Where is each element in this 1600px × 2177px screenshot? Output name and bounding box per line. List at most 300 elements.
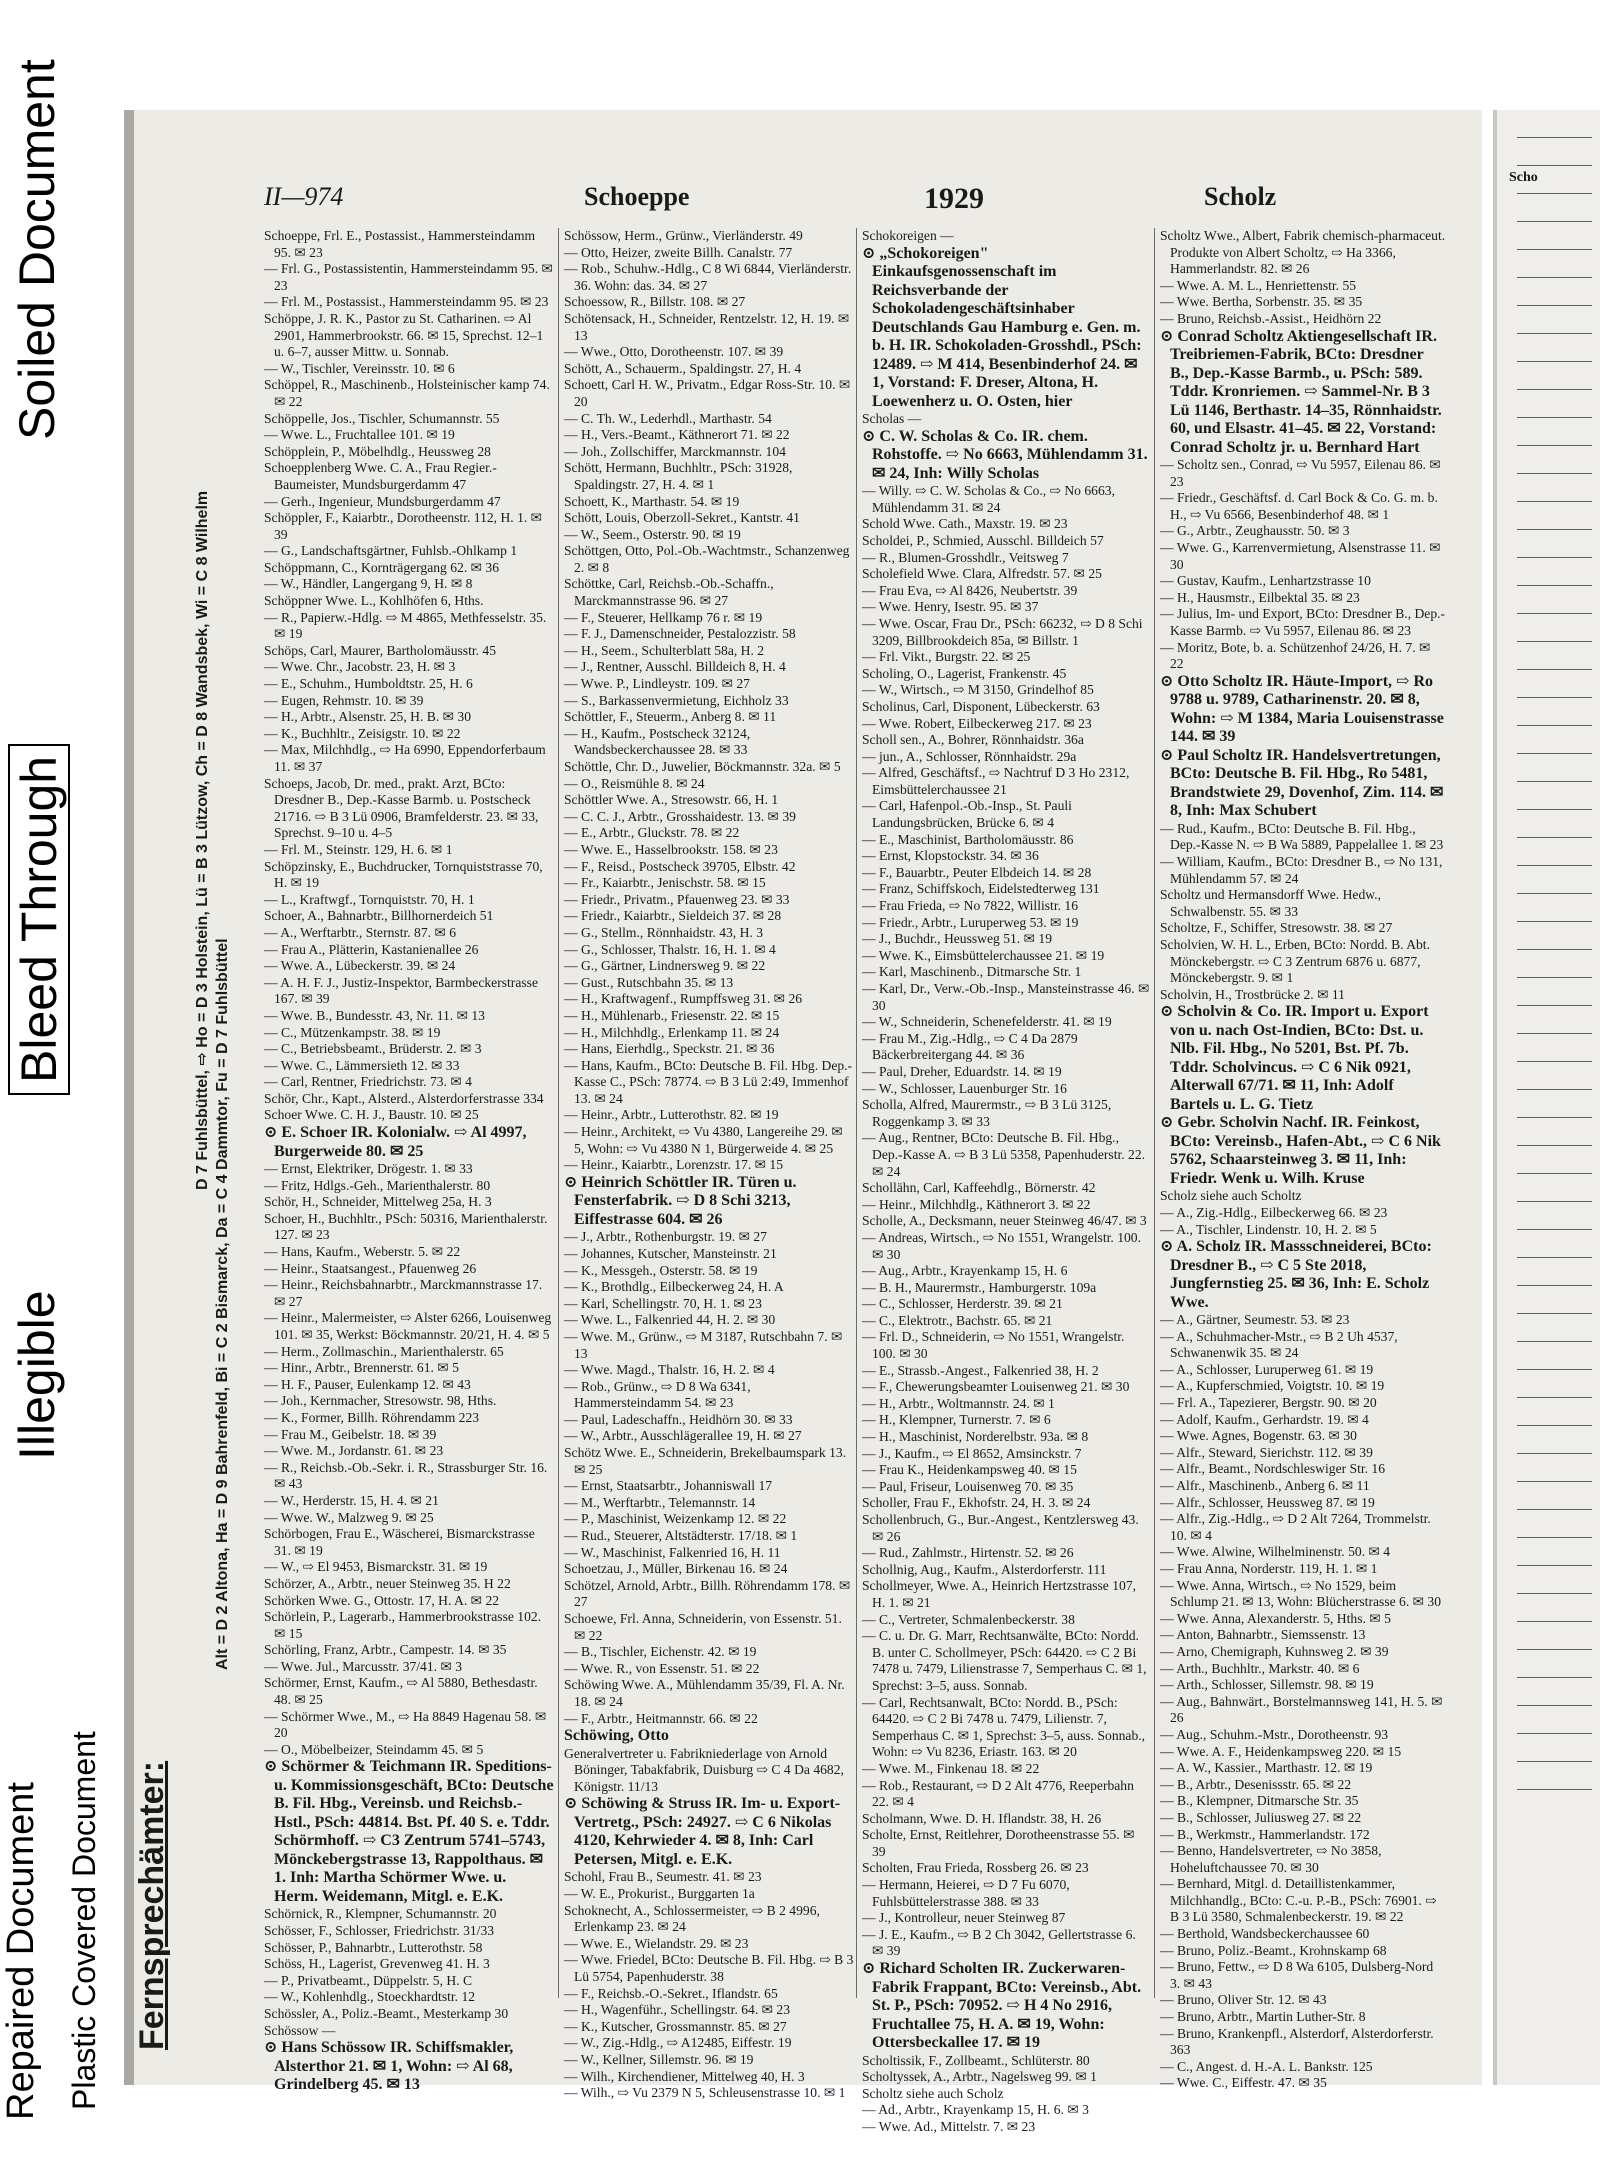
directory-entry: — A., Tischler, Lindenstr. 10, H. 2. ✉ 5: [1160, 1221, 1377, 1237]
directory-entry: — R., Blumen-Grosshdlr., Veitsweg 7: [862, 549, 1069, 565]
adjacent-page-lines: [1497, 137, 1600, 1790]
directory-entry: — Karl, Dr., Verw.-Ob.-Insp., Mansteinstrasse 46. ✉ 30: [862, 981, 1150, 1013]
directory-entry: — S., Barkassenvermietung, Eichholz 33: [564, 692, 789, 708]
directory-entry: ⊙ Paul Scholtz IR. Handelsvertretungen, BCto: Deutsche B. Fil. Hbg., Ro 5481, Brandstwiete 29, Dovenhof, Zim. 114. ✉ 8, Inh: Max Schubert: [1160, 746, 1444, 820]
directory-entry: Schollnig, Aug., Kaufm., Alsterdorferstr. 111: [862, 1561, 1107, 1577]
directory-entry: — W., Seem., Osterstr. 90. ✉ 19: [564, 526, 741, 542]
directory-entry: — Hans, Kaufm., Weberstr. 5. ✉ 22: [264, 1244, 461, 1260]
directory-entry: ⊙ Conrad Scholtz Aktiengesellschaft IR. Treibriemen-Fabrik, BCto: Dresdner B., Dep.-Kasse Barmb., u. PSch: 589. Tddr. Kronriemen. ⇨ Sammel-Nr. B 3 Lü 1146, Berthastr. 14–35, Rönnhaidstr. 60, und Elsastr. 41–45. ✉ 22, Vorstand: Conrad Scholtz jr. u. Bernhard Hart: [1160, 327, 1442, 456]
directory-entry: — B., Werkmstr., Hammerlandstr. 172: [1160, 1826, 1370, 1842]
directory-entry: Schoetzau, J., Müller, Birkenau 16. ✉ 24: [564, 1561, 788, 1577]
directory-entry: — Frl. Vikt., Burgstr. 22. ✉ 25: [862, 649, 1031, 665]
directory-entry: — Eugen, Rehmstr. 10. ✉ 39: [264, 692, 424, 708]
strip-line: [1517, 1201, 1592, 1202]
directory-entry: — jun., A., Schlosser, Rönnhaidstr. 29a: [862, 748, 1077, 764]
directory-entry: — W. E., Prokurist., Burggarten 1a: [564, 1886, 755, 1902]
strip-line: [1517, 1509, 1592, 1510]
directory-entry: Schöppner Wwe. L., Kohlhöfen 6, Hths.: [264, 593, 484, 609]
directory-entry: — J., Rentner, Ausschl. Billdeich 8, H. 4: [564, 659, 786, 675]
directory-entry: — W., Kellner, Sillemstr. 96. ✉ 19: [564, 2051, 754, 2067]
directory-entry: — E., Schuhm., Humboldtstr. 25, H. 6: [264, 676, 473, 692]
directory-entry: — Arth., Schlosser, Sillemstr. 98. ✉ 19: [1160, 1677, 1374, 1693]
directory-entry: — A., Zig.-Hdlg., Eilbeckerweg 66. ✉ 23: [1160, 1204, 1388, 1220]
directory-entry: — H., Klempner, Turnerstr. 7. ✉ 6: [862, 1412, 1051, 1428]
directory-entry: — Wwe. W., Malzweg 9. ✉ 25: [264, 1509, 434, 1525]
directory-entry: — Alfred, Geschäftsf., ⇨ Nachtruf D 3 Ho 2312, Eimsbüttelerchaussee 21: [862, 765, 1130, 797]
directory-entry: — Wwe. E., Wielandstr. 29. ✉ 23: [564, 1935, 749, 1951]
strip-line: [1517, 137, 1592, 138]
adjacent-page-label: Scho: [1509, 170, 1538, 185]
directory-entry: — Wwe., Otto, Dorotheenstr. 107. ✉ 39: [564, 344, 784, 360]
directory-entry: — F., Arbtr., Heitmannstr. 66. ✉ 22: [564, 1710, 758, 1726]
directory-entry: Schollmeyer, Wwe. A., Heinrich Hertzstrasse 107, H. 1. ✉ 21: [862, 1578, 1137, 1610]
directory-entry: — W., Tischler, Vereinsstr. 10. ✉ 6: [264, 360, 455, 376]
directory-entry: Scholla, Alfred, Maurermstr., ⇨ B 3 Lü 3125, Roggenkamp 3. ✉ 33: [862, 1097, 1112, 1129]
directory-entry: — Wwe. M., Jordanstr. 61. ✉ 23: [264, 1443, 444, 1459]
directory-entry: — C., Vertreter, Schmalenbeckerstr. 38: [862, 1611, 1075, 1627]
directory-entry: Schöps, Carl, Maurer, Bartholomäusstr. 45: [264, 642, 497, 658]
directory-entry: ⊙ Hans Schössow IR. Schiffsmakler, Alsterthor 21. ✉ 1, Wohn: ⇨ Al 68, Grindelberg 45. ✉ 13: [264, 2039, 514, 2094]
directory-entry: — K., Buchhltr., Zeisigstr. 10. ✉ 22: [264, 725, 461, 741]
directory-entry: — Wwe. Henry, Isestr. 95. ✉ 37: [862, 599, 1039, 615]
directory-entry: — H., Kraftwagenf., Rumpffsweg 31. ✉ 26: [564, 991, 803, 1007]
strip-line: [1517, 1565, 1592, 1566]
directory-entry: — Julius, Im- und Export, BCto: Dresdner B., Dep.-Kasse Barmb. ⇨ Vu 5957, Eilenau 86. ✉ 23: [1160, 606, 1446, 638]
directory-entry: — F., Steuerer, Hellkamp 76 r. ✉ 19: [564, 609, 763, 625]
directory-entry: — Herm., Zollmaschin., Marienthalerstr. 65: [264, 1343, 504, 1359]
directory-entry: — Scholtz sen., Conrad, ⇨ Vu 5957, Eilenau 86. ✉ 23: [1160, 457, 1441, 489]
directory-entry: — Hinr., Arbtr., Brennerstr. 61. ✉ 5: [264, 1360, 459, 1376]
directory-entry: Schoknecht, A., Schlossermeister, ⇨ B 2 4996, Erlenkamp 23. ✉ 24: [564, 1902, 820, 1935]
directory-entry: Scholvien, W. H. L., Erben, BCto: Nordd. B. Abt. Mönckebergstr. ⇨ C 3 Zentrum 6876 u. 6877, Mönckebergstr. 9. ✉ 1: [1160, 936, 1430, 986]
directory-entry: Generalvertreter u. Fabrikniederlage von Arnold Böninger, Tabakfabrik, Duisburg ⇨ C 4 Da 4682, Königstr. 11/13: [564, 1745, 844, 1794]
directory-entry: Schöppel, R., Maschinenb., Holsteinischer kamp 74. ✉ 22: [264, 377, 550, 409]
directory-entry: — Johannes, Kutscher, Mansteinstr. 21: [564, 1245, 777, 1261]
directory-entry: Schoeps, Jacob, Dr. med., prakt. Arzt, BCto: Dresdner B., Dep.-Kasse Barmb. u. Postscheck 21716. ⇨ B 3 Lü 0906, Bramfelderstr. 23. ✉ 33, Sprechst. 9–10 u. 4–5: [264, 775, 539, 841]
directory-entry: — Wwe. A. F., Heidenkampsweg 220. ✉ 15: [1160, 1743, 1402, 1759]
directory-entry: — J., Arbtr., Rothenburgstr. 19. ✉ 27: [564, 1229, 767, 1245]
directory-entry: — Wwe. A. M. L., Henriettenstr. 55: [1160, 277, 1357, 293]
directory-entry: — Frau A., Plätterin, Kastanienallee 26: [264, 941, 479, 957]
directory-entry: — F., Reichsb.-O.-Sekret., Iflandstr. 65: [564, 1985, 778, 2001]
directory-entry: — Frau K., Heidenkampsweg 40. ✉ 15: [862, 1462, 1077, 1478]
directory-entry: ⊙ Heinrich Schöttler IR. Türen u. Fensterfabrik. ⇨ D 8 Schi 3213, Eiffestrasse 604. ✉ 26: [564, 1173, 797, 1228]
directory-entry: ⊙ E. Schoer IR. Kolonialw. ⇨ Al 4997, Burgerweide 80. ✉ 25: [264, 1124, 527, 1160]
directory-entry: — F., Chewerungsbeamter Louisenweg 21. ✉ 30: [862, 1379, 1130, 1395]
directory-entry: — Andreas, Wirtsch., ⇨ No 1551, Wrangelstr. 100. ✉ 30: [862, 1229, 1141, 1262]
directory-entry: — Wwe. C., Eiffestr. 47. ✉ 35: [1160, 2075, 1327, 2091]
strip-line: [1517, 1369, 1592, 1370]
directory-entry: — Wwe. P., Lindleystr. 109. ✉ 27: [564, 676, 750, 692]
directory-entry: Schössler, A., Poliz.-Beamt., Mesterkamp 30: [264, 2006, 509, 2021]
directory-entry: — J., Buchdr., Heussweg 51. ✉ 19: [862, 931, 1052, 947]
directory-entry: ⊙ A. Scholz IR. Massschneiderei, BCto: Dresdner B., ⇨ C 5 Ste 2018, Jungfernstieg 25. ✉ 36, Inh: E. Scholz Wwe.: [1160, 1238, 1432, 1311]
directory-entry: — Alfr., Maschinenb., Anberg 6. ✉ 11: [1160, 1478, 1370, 1494]
directory-entry: Scholinus, Carl, Disponent, Lübeckerstr. 63: [862, 698, 1100, 714]
directory-entry: — H., Milchhdlg., Erlenkamp 11. ✉ 24: [564, 1024, 780, 1040]
directory-entry: Scholmann, Wwe. D. H. Iflandstr. 38, H. 26: [862, 1810, 1102, 1826]
directory-entry: — O., Möbelbeizer, Steindamm 45. ✉ 5: [264, 1741, 484, 1757]
directory-entry: — Wilh., ⇨ Vu 2379 N 5, Schleusenstrasse 10. ✉ 1: [564, 2085, 846, 2101]
strip-line: [1517, 865, 1592, 866]
strip-line: [1517, 1453, 1592, 1454]
strip-line: [1517, 1425, 1592, 1426]
directory-entry: — Bruno, Reichsb.-Assist., Heidhörn 22: [1160, 310, 1382, 326]
directory-entry: — E., Maschinist, Bartholomäusstr. 86: [862, 831, 1074, 847]
directory-entry: — Otto, Heizer, zweite Billh. Canalstr. 77: [564, 244, 793, 260]
directory-entry: — Frl. D., Schneiderin, ⇨ No 1551, Wrangelstr. 100. ✉ 30: [862, 1329, 1125, 1362]
directory-entry: — W., Wirtsch., ⇨ M 3150, Grindelhof 85: [862, 682, 1094, 698]
directory-entry: Schöss, H., Lagerist, Grevenweg 41. H. 3: [264, 1956, 490, 1972]
directory-entry: — Frl. G., Postassistentin, Hammersteindamm 95. ✉ 23: [264, 261, 553, 293]
label-plastic: Plastic Covered Document: [66, 1731, 102, 2110]
directory-entry: Schöppe, J. R. K., Pastor zu St. Catharinen. ⇨ Al 2901, Hammerbrookstr. 66. ✉ 15, Sprechst. 12–1 u. 6–7, ausser Mittw. u. Sonnab.: [264, 310, 544, 360]
directory-entry: — E., Arbtr., Gluckstr. 78. ✉ 22: [564, 825, 740, 841]
column-rule: [1154, 228, 1155, 1998]
strip-line: [1517, 921, 1592, 922]
directory-entry: — Frl. M., Postassist., Hammersteindamm 95. ✉ 23: [264, 294, 549, 310]
directory-entry: — Wwe. Anna, Wirtsch., ⇨ No 1529, beim Schlump 21. ✉ 13, Wohn: Blücherstrasse 6. ✉ 30: [1160, 1577, 1442, 1610]
directory-entry: — Wilh., Kirchendiener, Mittelweg 40, H. 3: [564, 2068, 805, 2084]
directory-entry: — Heinr., Reichsbahnarbtr., Marckmannstrasse 17. ✉ 27: [264, 1277, 543, 1309]
directory-entry: Scholten, Frau Frieda, Rossberg 26. ✉ 23: [862, 1860, 1089, 1876]
directory-entry: — O., Reismühle 8. ✉ 24: [564, 775, 705, 791]
directory-entry: — H., Arbtr., Woltmannstr. 24. ✉ 1: [862, 1395, 1055, 1411]
directory-entry: — G., Arbtr., Zeughausstr. 50. ✉ 3: [1160, 523, 1350, 539]
directory-entry: — Wwe. Alwine, Wilhelminenstr. 50. ✉ 4: [1160, 1544, 1391, 1560]
directory-entry: ⊙ Schörmer & Teichmann IR. Speditions- u. Kommissionsgeschäft, BCto: Deutsche B. Fil. Hbg., Vereinsb. und Reichsb.-Hstl., PSch: 44814. Bst. Pf. 40 S. e. Tddr. Schörmhoff. ⇨ C3 Zentrum 5741–5743, Mönckebergstrasse 13, Rappolthaus. ✉ 1. Inh: Martha Schörmer Wwe. u. Herm. Weidemann, Mitgl. e. E.K.: [264, 1758, 554, 1905]
exchange-list-bottom: Alt = D 2 Altona, Ha = D 9 Bahrenfeld, Bi = C 2 Bismarck, Da = C 4 Dammtor, Fu = D 7 Fuhlsbüttel: [214, 938, 231, 1670]
strip-line: [1517, 417, 1592, 418]
directory-entry: — G., Landschaftsgärtner, Fuhlsb.-Ohlkamp 1: [264, 543, 518, 559]
directory-entry: Scholtyssek, A., Arbtr., Nagelsweg 99. ✉ 1: [862, 2069, 1097, 2085]
strip-line: [1517, 445, 1592, 446]
directory-entry: Scholtz siehe auch Scholz: [862, 2085, 1004, 2101]
directory-entry: — K., Messgeh., Osterstr. 58. ✉ 19: [564, 1262, 758, 1278]
column-1: [264, 228, 554, 2094]
directory-entry: — H., Kaufm., Postscheck 32124, Wandsbeckerchaussee 28. ✉ 33: [564, 725, 751, 758]
strip-line: [1517, 1173, 1592, 1174]
directory-entry: — Wwe. L., Falkenried 44, H. 2. ✉ 30: [564, 1312, 776, 1328]
directory-entry: — Arno, Chemigraph, Kuhnsweg 2. ✉ 39: [1160, 1643, 1389, 1659]
directory-entry: Schörlein, P., Lagerarb., Hammerbrookstrasse 102. ✉ 15: [264, 1609, 542, 1641]
directory-entry: Schötensack, H., Schneider, Rentzelstr. 12, H. 19. ✉ 13: [564, 310, 850, 343]
strip-line: [1517, 1649, 1592, 1650]
directory-entry: Schöwing, Otto: [564, 1727, 669, 1745]
strip-line: [1517, 1033, 1592, 1034]
directory-entry: — Alfr., Beamt., Nordschleswiger Str. 16: [1160, 1461, 1386, 1477]
directory-entry: — Joh., Zollschiffer, Marckmannstr. 104: [564, 443, 786, 459]
directory-entry: — Gust., Rutschbahn 35. ✉ 13: [564, 974, 734, 990]
strip-line: [1517, 221, 1592, 222]
directory-entry: Schoer Wwe. C. H. J., Baustr. 10. ✉ 25: [264, 1107, 479, 1123]
strip-line: [1517, 1481, 1592, 1482]
directory-entry: — Wwe. Ad., Mittelstr. 7. ✉ 23: [862, 2118, 1036, 2134]
directory-entry: — Wwe. B., Bundesstr. 43, Nr. 11. ✉ 13: [264, 1007, 485, 1023]
strip-line: [1517, 585, 1592, 586]
directory-entry: — Frau Frieda, ⇨ No 7822, Willistr. 16: [862, 898, 1078, 914]
directory-entry: — Frl. A., Tapezierer, Bergstr. 90. ✉ 20: [1160, 1395, 1377, 1411]
fernsprechaemter-label: Fernsprechämter:: [133, 1760, 171, 2050]
directory-entry: — Friedr., Arbtr., Luruperweg 53. ✉ 19: [862, 914, 1079, 930]
directory-entry: — Alfr., Steward, Sierichstr. 112. ✉ 39: [1160, 1444, 1373, 1460]
strip-line: [1517, 473, 1592, 474]
strip-line: [1517, 949, 1592, 950]
directory-entry: — Frl. M., Steinstr. 129, H. 6. ✉ 1: [264, 841, 453, 857]
directory-entry: — Aug., Bahnwärt., Borstelmannsweg 141, H. 5. ✉ 26: [1160, 1693, 1443, 1726]
directory-entry: Schoett, K., Marthastr. 54. ✉ 19: [564, 493, 740, 509]
directory-entry: — Bruno, Poliz.-Beamt., Krohnskamp 68: [1160, 1942, 1387, 1958]
directory-entry: — Heinr., Malermeister, ⇨ Alster 6266, Louisenweg 101. ✉ 35, Werkst: Böckmannstr. 20/21, H. 4. ✉ 5: [264, 1310, 552, 1342]
label-repaired: Repaired Document: [0, 1782, 42, 2120]
directory-entry: — B., Arbtr., Desenissstr. 65. ✉ 22: [1160, 1776, 1352, 1792]
strip-line: [1517, 1145, 1592, 1146]
directory-entry: — Bernhard, Mitgl. d. Detaillistenkammer, Milchhandlg., BCto: C.-u. P.-B., PSch: 76901. ⇨ B 3 Lü 3580, Schmalenbeckerstr. 19. ✉ 22: [1160, 1876, 1437, 1925]
directory-entry: — Ernst, Klopstockstr. 34. ✉ 36: [862, 848, 1039, 864]
directory-entry: Schohl, Frau B., Seumestr. 41. ✉ 23: [564, 1869, 762, 1885]
directory-entry: Schöwing Wwe. A., Mühlendamm 35/39, Fl. A. Nr. 18. ✉ 24: [564, 1677, 845, 1709]
directory-entry: — Wwe. Agnes, Bogenstr. 63. ✉ 30: [1160, 1428, 1357, 1444]
strip-line: [1517, 1285, 1592, 1286]
directory-entry: — A., Schlosser, Luruperweg 61. ✉ 19: [1160, 1361, 1374, 1377]
column-3: [862, 228, 1150, 2134]
directory-entry: Schoeppe, Frl. E., Postassist., Hammersteindamm 95. ✉ 23: [264, 228, 536, 260]
directory-entry: Schoepplenberg Wwe. C. A., Frau Regier.-Baumeister, Mundsburgerdamm 47: [264, 460, 497, 492]
directory-entry: — Rob., Restaurant, ⇨ D 2 Alt 4776, Reeperbahn 22. ✉ 4: [862, 1777, 1134, 1810]
strip-line: [1517, 669, 1592, 670]
directory-entry: — Frau M., Geibelstr. 18. ✉ 39: [264, 1426, 437, 1442]
strip-line: [1517, 837, 1592, 838]
directory-entry: — Bruno, Fettw., ⇨ D 8 Wa 6105, Dulsberg-Nord 3. ✉ 43: [1160, 1959, 1434, 1991]
directory-entry: — H., Hausmstr., Eilbektal 35. ✉ 23: [1160, 589, 1360, 605]
directory-entry: Schösser, F., Schlosser, Friedrichstr. 31/33: [264, 1923, 495, 1939]
directory-entry: — A. H. F. J., Justiz-Inspektor, Barmbeckerstrasse 167. ✉ 39: [264, 974, 538, 1007]
directory-entry: Schokoreigen —: [862, 228, 954, 243]
directory-entry: — Willy. ⇨ C. W. Scholas & Co., ⇨ No 6663, Mühlendamm 31. ✉ 24: [862, 483, 1115, 515]
strip-line: [1517, 1061, 1592, 1062]
directory-entry: — Wwe. Magd., Thalstr. 16, H. 2. ✉ 4: [564, 1362, 775, 1378]
directory-entry: — W., Kohlenhdlg., Stoeckhardtstr. 12: [264, 1989, 476, 2005]
strip-line: [1517, 557, 1592, 558]
directory-entry: — Wwe. E., Hasselbrookstr. 158. ✉ 23: [564, 841, 778, 857]
directory-entry: Schold Wwe. Cath., Maxstr. 19. ✉ 23: [862, 516, 1068, 532]
strip-line: [1517, 697, 1592, 698]
strip-line: [1517, 193, 1592, 194]
strip-line: [1517, 501, 1592, 502]
directory-entry: — Heinr., Staatsangest., Pfauenweg 26: [264, 1260, 477, 1276]
directory-entry: — Fr., Kaiarbtr., Jenischstr. 58. ✉ 15: [564, 875, 766, 891]
directory-entry: — W., Zig.-Hdlg., ⇨ A12485, Eiffestr. 19: [564, 2035, 792, 2051]
directory-entry: — Wwe. L., Fruchtallee 101. ✉ 19: [264, 427, 455, 443]
label-bleed: Bleed Through: [8, 744, 70, 1095]
strip-line: [1517, 361, 1592, 362]
directory-entry: — Paul, Dreher, Eduardstr. 14. ✉ 19: [862, 1063, 1062, 1079]
directory-entry: — Alfr., Zig.-Hdlg., ⇨ D 2 Alt 7264, Trommelstr. 10. ✉ 4: [1160, 1511, 1431, 1543]
directory-entry: — Anton, Bahnarbtr., Siemssenstr. 13: [1160, 1627, 1366, 1643]
directory-entry: — F., Bauarbtr., Peuter Elbdeich 14. ✉ 28: [862, 864, 1092, 880]
directory-entry: Schörzer, A., Arbtr., neuer Steinweg 35. H 22: [264, 1575, 511, 1591]
strip-line: [1517, 725, 1592, 726]
directory-entry: — G., Gärtner, Lindnersweg 9. ✉ 22: [564, 958, 766, 974]
header-year: 1929: [924, 182, 984, 215]
directory-entry: Schörnick, R., Klempner, Schumannstr. 20: [264, 1906, 497, 1922]
strip-line: [1517, 1761, 1592, 1762]
directory-entry: Schörken Wwe. G., Ottostr. 17, H. A. ✉ 22: [264, 1592, 500, 1608]
directory-entry: — Gustav, Kaufm., Lenhartzstrasse 10: [1160, 573, 1371, 589]
directory-entry: Scholdei, P., Schmied, Ausschl. Billdeich 57: [862, 532, 1104, 548]
strip-line: [1517, 277, 1592, 278]
directory-entry: Schöppler, F., Kaiarbtr., Dorotheenstr. 112, H. 1. ✉ 39: [264, 510, 543, 542]
directory-entry: — Wwe. Oscar, Frau Dr., PSch: 66232, ⇨ D 8 Schi 3209, Billbrookdeich 85a, ✉ Billstr. 1: [862, 615, 1143, 648]
directory-entry: Schoett, Carl H. W., Privatm., Edgar Ross-Str. 10. ✉ 20: [564, 377, 851, 409]
header-right-word: Scholz: [1204, 182, 1277, 211]
directory-entry: — Arth., Buchhltr., Markstr. 40. ✉ 6: [1160, 1660, 1360, 1676]
directory-entry: — Karl, Schellingstr. 70, H. 1. ✉ 23: [564, 1295, 762, 1311]
label-soiled: Soiled Document: [9, 59, 65, 440]
directory-entry: — Max, Milchhdlg., ⇨ Ha 6990, Eppendorferbaum 11. ✉ 37: [264, 742, 546, 774]
strip-line: [1517, 1005, 1592, 1006]
strip-line: [1517, 613, 1592, 614]
directory-entry: Schörbogen, Frau E., Wäscherei, Bismarckstrasse 31. ✉ 19: [264, 1526, 535, 1558]
directory-entry: — K., Former, Billh. Röhrendamm 223: [264, 1409, 480, 1425]
directory-entry: — Schörmer Wwe., M., ⇨ Ha 8849 Hagenau 58. ✉ 20: [264, 1708, 547, 1741]
directory-entry: — Heinr., Architekt, ⇨ Vu 4380, Langereihe 29. ✉ 5, Wohn: ⇨ Vu 4380 N 1, Bürgerweide 4. ✉ 25: [564, 1124, 843, 1156]
directory-entry: Scholz siehe auch Scholtz: [1160, 1188, 1302, 1204]
directory-entry: — Gerh., Ingenieur, Mundsburgerdamm 47: [264, 493, 501, 509]
directory-entry: — Heinr., Arbtr., Lutterothstr. 82. ✉ 19: [564, 1107, 779, 1123]
directory-entry: ⊙ Schöwing & Struss IR. Im- u. Export-Vertretg., PSch: 24927. ⇨ C 6 Nikolas 4120, Kehrwieder 4. ✉ 8, Inh: Carl Petersen, Mitgl. e. E.K.: [564, 1795, 841, 1868]
directory-entry: — Rob., Schuhw.-Hdlg., C 8 Wi 6844, Vierländerstr. 36. Wohn: das. 34. ✉ 27: [564, 261, 852, 293]
directory-entry: Scholtissik, F., Zollbeamt., Schlüterstr. 80: [862, 2052, 1090, 2068]
strip-line: [1517, 165, 1592, 166]
directory-entry: — Friedr., Privatm., Pfauenweg 23. ✉ 33: [564, 891, 790, 907]
directory-entry: — P., Privatbeamt., Düppelstr. 5, H. C: [264, 1972, 473, 1988]
directory-entry: Scholtz Wwe., Albert, Fabrik chemisch-pharmaceut. Produkte von Albert Scholtz, ⇨ Ha 3366, Hammerlandstr. 82. ✉ 26: [1160, 228, 1446, 277]
directory-entry: — H. F., Pauser, Eulenkamp 12. ✉ 43: [264, 1376, 471, 1392]
directory-entry: Schollähn, Carl, Kaffeehdlg., Börnerstr. 42: [862, 1180, 1096, 1196]
directory-entry: Scholtz und Hermansdorff Wwe. Hedw., Schwalbenstr. 55. ✉ 33: [1160, 887, 1381, 919]
directory-entry: — Wwe. K., Eimsbüttelerchaussee 21. ✉ 19: [862, 947, 1105, 963]
directory-entry: — Carl, Rentner, Friedrichstr. 73. ✉ 4: [264, 1074, 472, 1090]
directory-entry: — B. H., Maurermstr., Hamburgerstr. 109a: [862, 1279, 1097, 1295]
directory-entry: — A., Schuhmacher-Mstr., ⇨ B 2 Uh 4537, Schwanenwik 35. ✉ 24: [1160, 1328, 1398, 1361]
directory-entry: — W., Arbtr., Ausschlägerallee 19, H. ✉ 27: [564, 1428, 802, 1444]
directory-entry: — Wwe. Robert, Eilbeckerweg 217. ✉ 23: [862, 715, 1092, 731]
directory-entry: — Friedr., Geschäftsf. d. Carl Bock & Co. G. m. b. H., ⇨ Vu 6566, Besenbinderhof 48. ✉ 1: [1160, 490, 1438, 522]
directory-entry: Schoewe, Frl. Anna, Schneiderin, von Essenstr. 51. ✉ 22: [564, 1611, 842, 1643]
column-rule: [856, 228, 857, 1998]
directory-entry: — Wwe. Friedel, BCto: Deutsche B. Fil. Hbg. ⇨ B 3 Lü 5754, Papenhuderstr. 38: [564, 1952, 854, 1984]
directory-entry: — H., Seem., Schulterblatt 58a, H. 2: [564, 642, 765, 658]
directory-entry: — C. u. Dr. G. Marr, Rechtsanwälte, BCto: Nordd. B. unter C. Schollmeyer, PSch: 64420. ⇨ C 2 Bi 7478 u. 7479, Lilienstrasse 7, Semperhaus C. ✉ 1, Sprechst: 3–5, auss. Sonnab.: [862, 1628, 1147, 1693]
directory-entry: — G., Schlosser, Thalstr. 16, H. 1. ✉ 4: [564, 941, 776, 957]
directory-entry: — Wwe. Chr., Jacobstr. 23, H. ✉ 3: [264, 659, 456, 675]
directory-entry: — Hans, Kaufm., BCto: Deutsche B. Fil. Hbg. Dep.-Kasse C., PSch: 78774. ⇨ B 3 Lü 2:49, Immenhof 13. ✉ 24: [564, 1057, 853, 1106]
directory-entry: — Wwe. G., Karrenvermietung, Alsenstrasse 11. ✉ 30: [1160, 540, 1441, 572]
strip-line: [1517, 389, 1592, 390]
strip-line: [1517, 305, 1592, 306]
directory-entry: ⊙ Scholvin & Co. IR. Import u. Export von u. nach Ost-Indien, BCto: Dst. u. Nlb. Fil. Hbg., No 5201, Bst. Pf. 7b. Tddr. Scholvincus. ⇨ C 6 Nik 0921, Alterwall 67/71. ✉ 11, Inh: Adolf Bartels u. L. G. Tietz: [1160, 1003, 1429, 1113]
directory-entry: — Benno, Handelsvertreter, ⇨ No 3858, Hoheluftchaussee 70. ✉ 30: [1160, 1843, 1382, 1875]
directory-entry: — H., Maschinist, Norderelbstr. 93a. ✉ 8: [862, 1429, 1089, 1445]
directory-entry: — C., Betriebsbeamt., Brüderstr. 2. ✉ 3: [264, 1041, 482, 1057]
directory-entry: Scholte, Ernst, Reitlehrer, Dorotheenstrasse 55. ✉ 39: [862, 1827, 1135, 1859]
directory-entry: Schött, Louis, Oberzoll-Sekret., Kantstr. 41: [564, 510, 800, 526]
header-left-word: Schoeppe: [584, 182, 690, 211]
directory-entry: — Wwe. M., Finkenau 18. ✉ 22: [862, 1760, 1040, 1776]
directory-entry: ⊙ Otto Scholtz IR. Häute-Import, ⇨ Ro 9788 u. 9789, Catharinenstr. 20. ✉ 8, Wohn: ⇨ M 1384, Maria Louisenstrasse 144. ✉ 39: [1160, 672, 1444, 746]
directory-entry: — Ernst, Staatsarbtr., Johanniswall 17: [564, 1478, 773, 1494]
directory-entry: Scholing, O., Lagerist, Frankenstr. 45: [862, 665, 1067, 681]
strip-line: [1517, 1313, 1592, 1314]
condition-labels: [0, 0, 120, 2177]
strip-line: [1517, 1593, 1592, 1594]
directory-entry: — Wwe. C., Lämmersieth 12. ✉ 33: [264, 1057, 460, 1073]
directory-entry: Schör, Chr., Kapt., Alsterd., Alsterdorferstrasse 334: [264, 1090, 544, 1106]
directory-entry: — Heinr., Milchhdlg., Käthnerort 3. ✉ 22: [862, 1196, 1091, 1212]
column-2: [564, 228, 854, 2101]
directory-entry: — J. E., Kaufm., ⇨ B 2 Ch 3042, Gellertstrasse 6. ✉ 39: [862, 1926, 1136, 1959]
directory-entry: — Karl, Maschinenb., Ditmarsche Str. 1: [862, 964, 1082, 980]
directory-entry: — J., Kaufm., ⇨ El 8652, Amsinckstr. 7: [862, 1445, 1082, 1461]
directory-entry: Scholle, A., Decksmann, neuer Steinweg 46/47. ✉ 3: [862, 1213, 1147, 1229]
directory-entry: Schöppelle, Jos., Tischler, Schumannstr. 55: [264, 410, 500, 426]
strip-line: [1517, 1229, 1592, 1230]
directory-entry: ⊙ C. W. Scholas & Co. IR. chem. Rohstoffe. ⇨ No 6663, Mühlendamm 31. ✉ 24, Inh: Willy Scholas: [862, 427, 1148, 482]
directory-entry: — Rud., Steuerer, Altstädterstr. 17/18. ✉ 1: [564, 1528, 798, 1544]
directory-entry: — A., Werftarbtr., Sternstr. 87. ✉ 6: [264, 924, 457, 940]
strip-line: [1517, 753, 1592, 754]
directory-entry: — Hermann, Heierei, ⇨ D 7 Fu 6070, Fuhlsbüttelerstrasse 388. ✉ 33: [862, 1877, 1070, 1909]
directory-entry: — H., Mühlenarb., Friesenstr. 22. ✉ 15: [564, 1007, 780, 1023]
directory-entry: Schöttler Wwe. A., Stresowstr. 66, H. 1: [564, 792, 779, 808]
column-4: [1160, 228, 1446, 2091]
directory-entry: Schött, A., Schauerm., Spaldingstr. 27, H. 4: [564, 360, 802, 376]
directory-entry: — Heinr., Kaiarbtr., Lorenzstr. 17. ✉ 15: [564, 1157, 784, 1173]
directory-entry: — P., Maschinist, Weizenkamp 12. ✉ 22: [564, 1511, 787, 1527]
directory-entry: — Frau Anna, Norderstr. 119, H. 1. ✉ 1: [1160, 1561, 1378, 1576]
directory-entry: — Wwe. A., Lübeckerstr. 39. ✉ 24: [264, 958, 456, 974]
adjacent-page-strip: [1493, 110, 1600, 2085]
fernsprechaemter: [133, 1150, 222, 2050]
directory-entry: — M., Werftarbtr., Telemannstr. 14: [564, 1494, 756, 1510]
directory-entry: — Aug., Arbtr., Krayenkamp 15, H. 6: [862, 1263, 1068, 1279]
label-illegible: Illegible: [9, 1290, 65, 1460]
directory-entry: — Frau M., Zig.-Hdlg., ⇨ C 4 Da 2879 Bäckerbreitergang 44. ✉ 36: [862, 1030, 1078, 1063]
directory-entry: — C. C. J., Arbtr., Grosshaidestr. 13. ✉ 39: [564, 808, 796, 824]
directory-entry: — G., Stellm., Rönnhaidstr. 43, H. 3: [564, 924, 764, 940]
directory-entry: Schöpplein, P., Möbelhdlg., Heussweg 28: [264, 443, 491, 459]
strip-line: [1517, 1089, 1592, 1090]
directory-entry: — Ad., Arbtr., Krayenkamp 15, H. 6. ✉ 3: [862, 2102, 1089, 2118]
directory-entry: — R., Papierw.-Hdlg. ⇨ M 4865, Methfesselstr. 35. ✉ 19: [264, 609, 547, 642]
directory-entry: Schoer, A., Bahnarbtr., Billhornerdeich 51: [264, 908, 494, 924]
strip-line: [1517, 1733, 1592, 1734]
directory-entry: — Ernst, Elektriker, Drögestr. 1. ✉ 33: [264, 1161, 473, 1177]
strip-line: [1517, 333, 1592, 334]
directory-entry: — B., Klempner, Ditmarsche Str. 35: [1160, 1793, 1359, 1809]
directory-entry: Schöttle, Chr. D., Juwelier, Böckmannstr. 32a. ✉ 5: [564, 759, 841, 774]
directory-entry: — Fritz, Hdlgs.-Geh., Marienthalerstr. 80: [264, 1177, 491, 1193]
directory-entry: — Wwe. Anna, Alexanderstr. 5, Hths. ✉ 5: [1160, 1610, 1391, 1626]
directory-entry: — W., Herderstr. 15, H. 4. ✉ 21: [264, 1492, 439, 1508]
directory-entry: Scholvin, H., Trostbrücke 2. ✉ 11: [1160, 986, 1345, 1002]
directory-entry: — C., Schlosser, Herderstr. 39. ✉ 21: [862, 1296, 1063, 1312]
directory-entry: Schössow —: [264, 2022, 336, 2038]
directory-entry: — H., Vers.-Beamt., Käthnerort 71. ✉ 22: [564, 427, 790, 443]
directory-entry: — B., Tischler, Eichenstr. 42. ✉ 19: [564, 1644, 757, 1660]
directory-entry: — Adolf, Kaufm., Gerhardstr. 19. ✉ 4: [1160, 1411, 1369, 1427]
